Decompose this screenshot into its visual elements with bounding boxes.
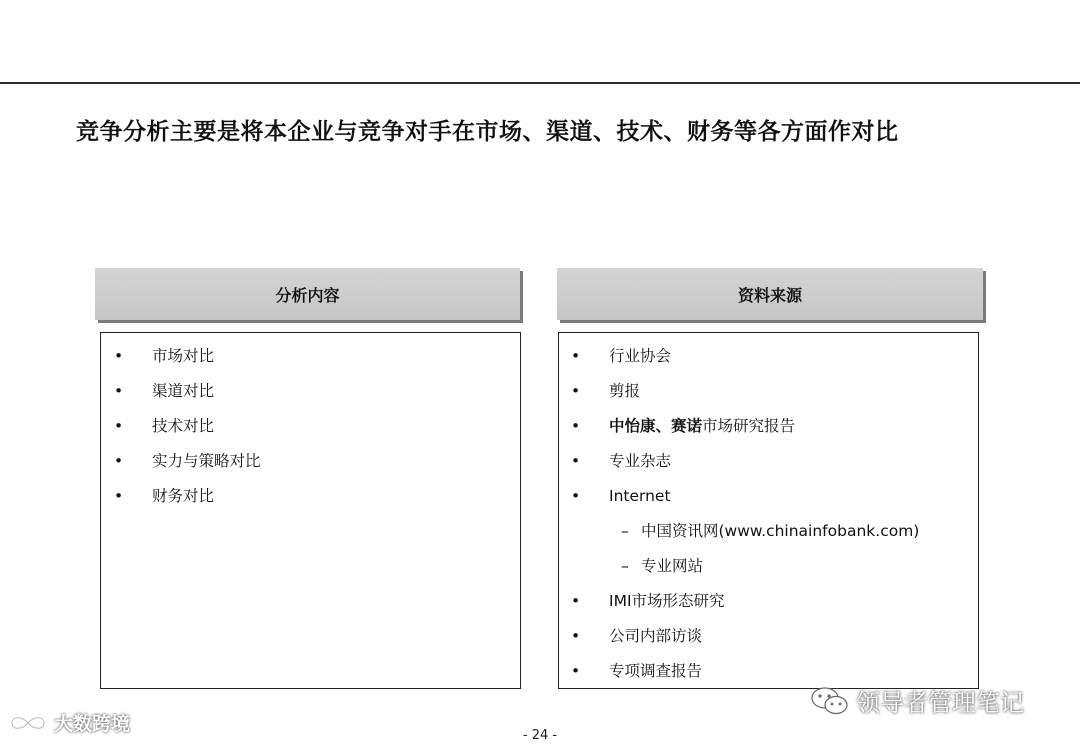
bullet-icon: • — [571, 487, 581, 505]
bullet-icon: • — [571, 417, 581, 435]
list-item: • 实力与策略对比 — [114, 444, 520, 479]
analysis-content-header — [95, 268, 520, 320]
list-item — [571, 409, 978, 444]
list-item: • 市场对比 — [114, 339, 520, 374]
bullet-icon: • — [571, 662, 581, 680]
list-item: • 行业协会 — [571, 339, 978, 374]
sub-list-item: – 中国资讯网(www.chinainfobank.com) — [571, 514, 978, 549]
list-item: • 剪报 — [571, 374, 978, 409]
bullet-icon: • — [114, 417, 124, 435]
bullet-icon: • — [571, 382, 581, 400]
bullet-icon: • — [571, 592, 581, 610]
bullet-icon: • — [114, 487, 124, 505]
sub-list-item: – 专业网站 — [571, 549, 978, 584]
dash-icon: – — [621, 557, 629, 575]
top-divider-line — [0, 82, 1080, 84]
list-item: • 专项调查报告 — [571, 654, 978, 689]
bullet-icon: • — [114, 382, 124, 400]
analysis-content-header-label: 分析内容 — [275, 285, 340, 305]
list-item: • Internet — [571, 479, 978, 514]
data-sources-list — [559, 333, 978, 689]
data-sources-header-label: 资料来源 — [737, 285, 802, 305]
list-item: • IMI市场形态研究 — [571, 584, 978, 619]
list-item: • 公司内部访谈 — [571, 619, 978, 654]
data-sources-header — [557, 268, 983, 320]
data-sources-box — [558, 332, 979, 689]
bullet-icon: • — [571, 627, 581, 645]
bullet-icon: • — [571, 452, 581, 470]
watermark-right — [810, 683, 1024, 718]
list-item: • 技术对比 — [114, 409, 520, 444]
analysis-content-box — [100, 332, 521, 689]
watermark-left-text: 大数跨境 — [54, 713, 131, 735]
analysis-content-list — [101, 333, 520, 514]
wechat-icon — [810, 685, 850, 717]
market-research-item: 中怡康、赛诺市场研究报告 — [609, 417, 796, 435]
list-item: • 渠道对比 — [114, 374, 520, 409]
bullet-icon: • — [571, 347, 581, 365]
slide-title: 竞争分析主要是将本企业与竞争对手在市场、渠道、技术、财务等各方面作对比 — [76, 119, 899, 145]
list-item: • 财务对比 — [114, 479, 520, 514]
page-number: - 24 - — [522, 728, 558, 743]
bullet-icon: • — [114, 347, 124, 365]
list-item: • 专业杂志 — [571, 444, 978, 479]
bullet-icon: • — [114, 452, 124, 470]
dash-icon: – — [621, 522, 629, 540]
watermark-right-text: 领导者管理笔记 — [856, 689, 1024, 717]
